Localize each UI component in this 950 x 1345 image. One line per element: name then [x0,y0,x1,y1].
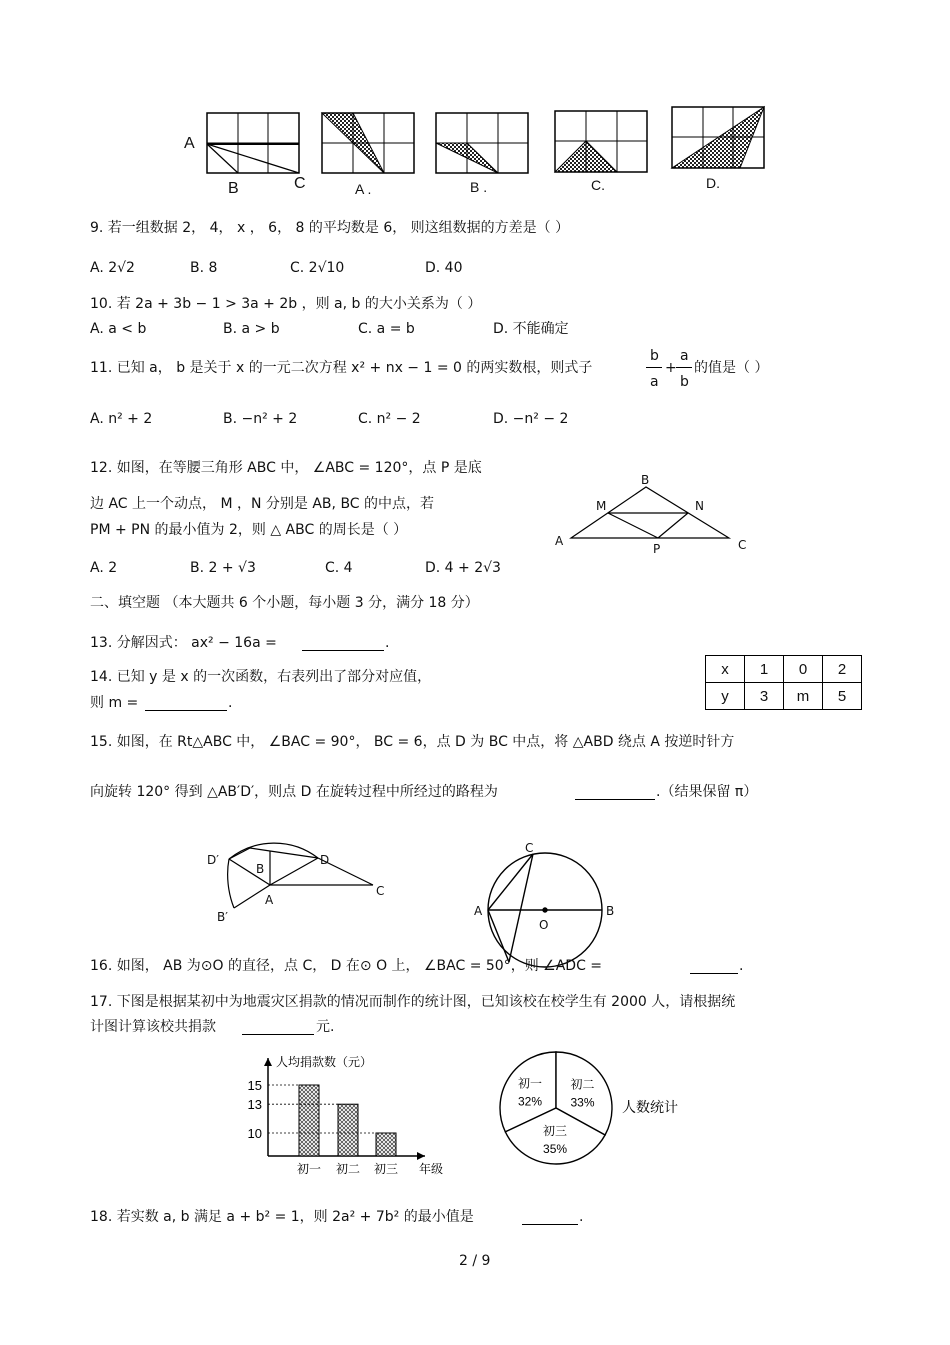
pie-value-label: 32% [517,1094,543,1109]
q14-line2: 则 m = [90,695,139,711]
pie-slice-label: 初一 [517,1076,543,1091]
q12-label-c: C [738,538,747,552]
q15-line1: 15. 如图，在 Rt△ABC 中， ∠BAC = 90°， BC = 6，点 D 为 BC 中点，将 △ABD 绕点 A 按逆时针方 [90,734,735,750]
q12-line3: PM + PN 的最小值为 2，则 △ ABC 的周长是（ ） [90,522,408,538]
q9-option-d: D. 40 [425,260,463,276]
q18-answer-blank[interactable] [522,1224,578,1225]
q10-option-a: A. a < b [90,321,147,337]
q11-option-b: B. −n² + 2 [223,411,298,427]
q16-label-a: A [474,904,483,918]
q17-answer-blank[interactable] [242,1034,314,1035]
q11-frac1-bar [646,367,662,368]
q10-option-d: D. 不能确定 [493,321,569,337]
pie-title: 人数统计 [622,1100,678,1116]
option-label-a: A . [355,181,372,197]
q13-answer-blank[interactable] [302,650,384,651]
q17-line1: 17. 下图是根据某初中为地震灾区捐款的情况而制作的统计图，已知该校在校学生有 2000 人，请根据统 [90,994,736,1010]
option-label-d: D. [706,175,720,191]
y-tick-label: 10 [247,1126,262,1141]
q14-tail: . [228,695,233,711]
q12-label-p: P [653,542,661,556]
bar [299,1085,319,1156]
q12-option-b: B. 2 + √3 [190,560,256,576]
y-tick-label: 15 [247,1078,262,1093]
q17-line2: 计图计算该校共捐款 [90,1019,216,1035]
q15-tail: .（结果保留 π） [656,784,758,800]
q16-stem: 16. 如图， AB 为⊙O 的直径，点 C， D 在⊙ O 上， ∠BAC = 50°，则 ∠ADC = [90,958,603,974]
original-grid-figure [207,113,299,173]
pie-value-label: 35% [543,1141,568,1156]
table-cell: y [706,683,745,710]
pie-slice-label: 初三 [543,1123,568,1138]
q14-line1: 14. 已知 y 是 x 的一次函数，右表列出了部分对应值， [90,669,432,685]
orig-label-c: C [294,175,306,192]
population-pie-chart [500,1052,678,1164]
section2-heading: 二、填空题 （本大题共 6 个小题，每小题 3 分，满分 18 分） [90,595,479,611]
table-row [706,683,862,710]
q16-tail: . [739,958,744,974]
y-tick-label: 13 [247,1097,262,1113]
table-cell: 1 [745,656,784,683]
q12-triangle-figure [571,487,729,538]
q16-label-o: O [539,918,549,932]
q11-frac1-den: a [650,374,659,390]
x-axis-arrow [417,1152,425,1160]
q11-frac1-num: b [650,348,659,364]
x-tick-label: 初二 [335,1162,361,1176]
table-cell: 2 [823,656,862,683]
x-tick-label: 初一 [296,1162,322,1176]
table-cell: 0 [784,656,823,683]
q12-label-b: B [641,473,650,487]
q11-frac2-den: b [680,374,689,390]
q11-plus: + [665,360,677,376]
q13-stem: 13. 分解因式： ax² − 16a = [90,635,277,651]
q9-option-c: C. 2√10 [290,260,345,276]
q15-rotation-figure [228,843,373,908]
q16-label-b: B [606,904,615,918]
q16-circle-figure [488,853,602,967]
table-cell: m [784,683,823,710]
q9-option-a: A. 2√2 [90,260,135,276]
q10-option-c: C. a = b [358,321,415,337]
q15-label-c: C [376,884,385,898]
x-axis-title: 年级 [419,1162,444,1176]
q12-label-a: A [555,534,564,548]
q15-label-d-prime: D′ [207,853,219,867]
q11-option-a: A. n² + 2 [90,411,153,427]
q13-tail: . [385,635,390,651]
q14-value-table [705,655,862,710]
q11-option-c: C. n² − 2 [358,411,421,427]
donation-bar-chart [248,1054,443,1176]
q16-label-c: C [525,841,534,855]
q12-option-d: D. 4 + 2√3 [425,560,501,576]
q10-stem: 10. 若 2a + 3b − 1 > 3a + 2b ，则 a, b 的大小关系为（ ） [90,296,482,312]
q12-option-a: A. 2 [90,560,118,576]
q12-line2: 边 AC 上一个动点， M ，N 分别是 AB, BC 的中点，若 [90,496,435,512]
q16-answer-blank[interactable] [690,973,738,974]
q11-frac2-num: a [680,348,689,364]
q9-stem: 9. 若一组数据 2， 4， x ， 6， 8 的平均数是 6， 则这组数据的方差是（ ） [90,220,570,236]
q11-stem: 11. 已知 a， b 是关于 x 的一元二次方程 x² + nx − 1 = 0 的两实数根，则式子 [90,360,593,376]
option-label-b: B . [470,179,488,195]
q11-frac2-bar [676,367,692,368]
q15-label-b: B [256,862,265,876]
q17-tail: 元. [316,1019,335,1035]
q12-label-m: M [596,499,607,513]
option-b-figure [436,113,528,173]
table-row [706,656,862,683]
q11-option-d: D. −n² − 2 [493,411,569,427]
q12-line1: 12. 如图，在等腰三角形 ABC 中， ∠ABC = 120°，点 P 是底 [90,460,482,476]
q15-line2: 向旋转 120° 得到 △AB′D′，则点 D 在旋转过程中所经过的路程为 [90,784,498,800]
option-d-figure [672,107,764,168]
q14-answer-blank[interactable] [145,710,227,711]
option-c-figure [555,111,647,172]
option-a-figure [322,113,414,173]
q15-label-b-prime: B′ [217,910,228,924]
orig-label-a: A [184,135,195,152]
table-cell: 5 [823,683,862,710]
q15-answer-blank[interactable] [575,799,655,800]
q9-option-b: B. 8 [190,260,218,276]
option-label-c: C. [591,177,605,193]
y-axis-title: 人均捐款数（元） [276,1055,373,1069]
y-axis-arrow [264,1058,272,1066]
q15-label-d: D [320,853,330,867]
pie-slice-label: 初二 [570,1077,595,1092]
q18-tail: . [579,1209,584,1225]
q12-label-n: N [695,499,704,513]
table-cell: 3 [745,683,784,710]
q11-tail: 的值是（ ） [694,360,769,376]
q12-option-c: C. 4 [325,560,353,576]
page-number: 2 / 9 [459,1253,491,1269]
pie-value-label: 33% [570,1095,595,1110]
q18-stem: 18. 若实数 a, b 满足 a + b² = 1，则 2a² + 7b² 的最小值是 [90,1209,474,1225]
table-cell: x [706,656,745,683]
bar [338,1104,358,1156]
orig-label-b: B [228,180,239,197]
q15-label-a: A [265,893,274,907]
x-tick-label: 初三 [373,1162,399,1176]
bar [376,1133,396,1156]
q10-option-b: B. a > b [223,321,280,337]
